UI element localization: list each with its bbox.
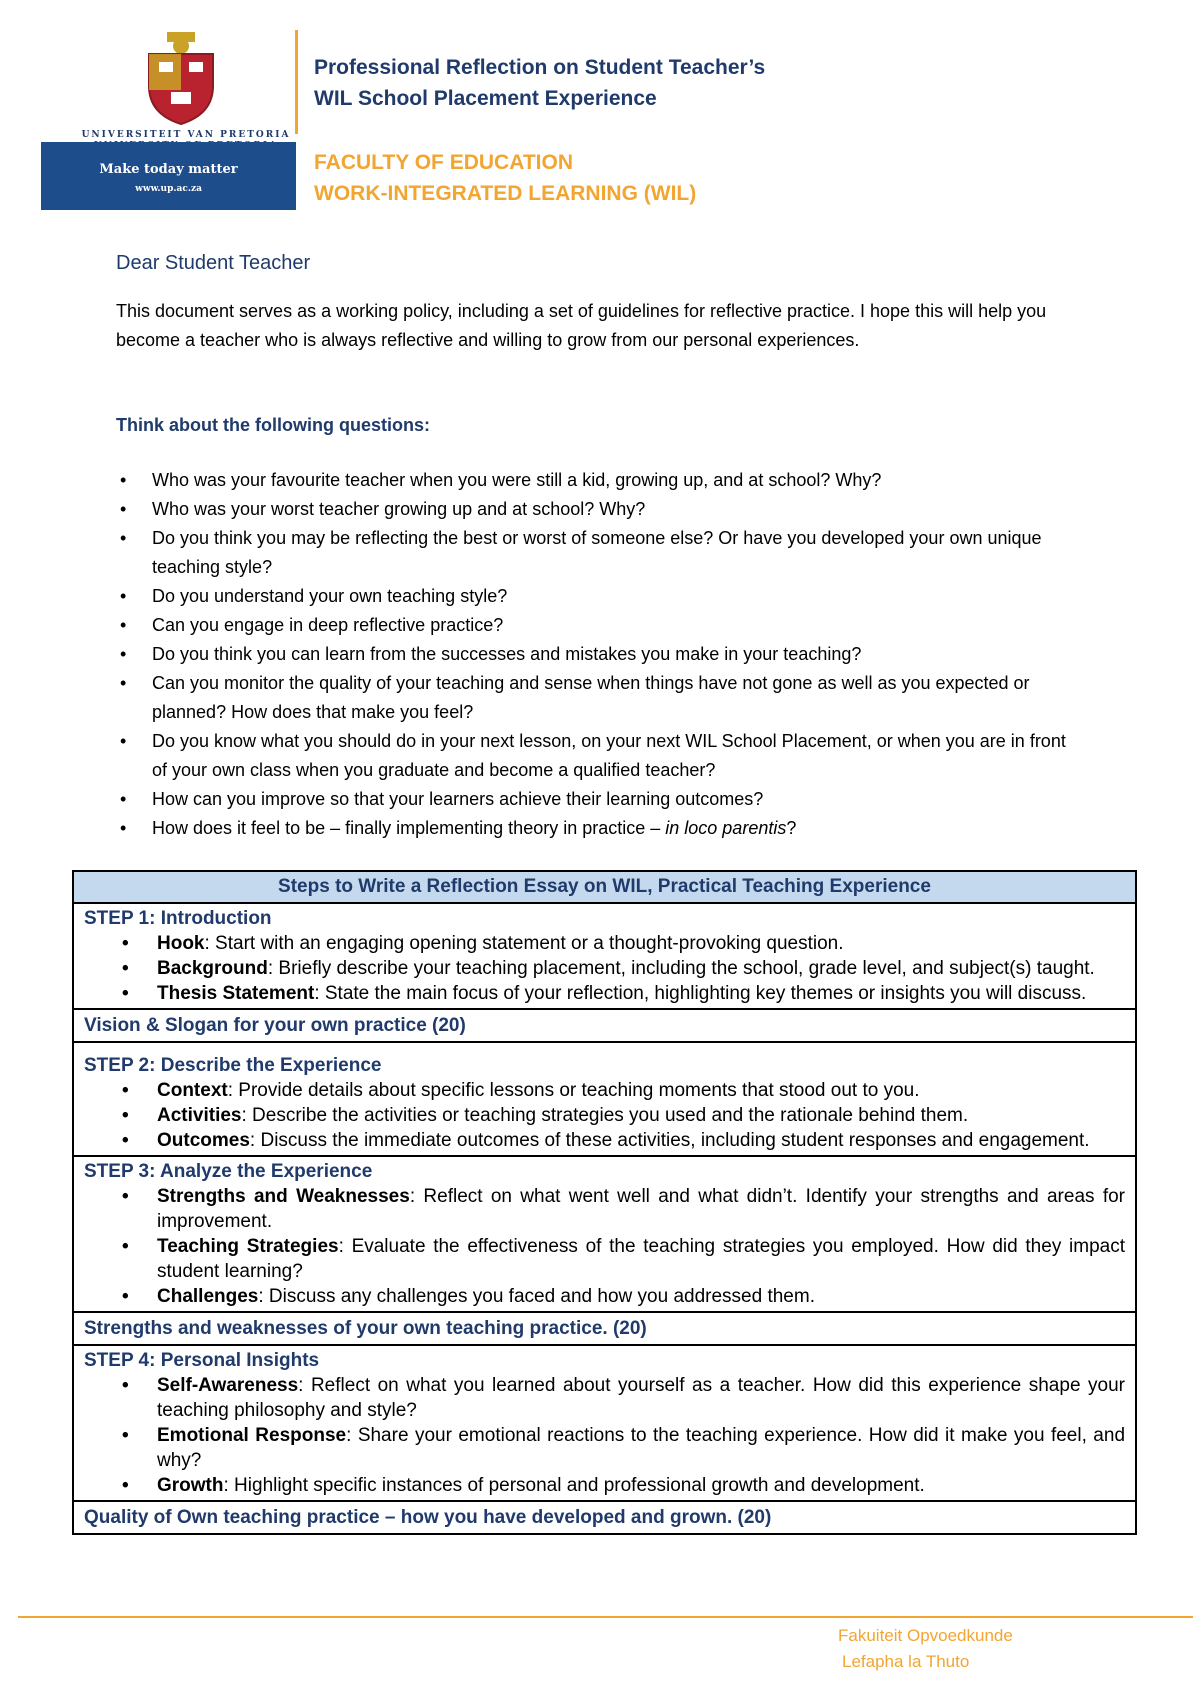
list-item: • Activities: Describe the activities or teaching strategies you used and the rationale behind them. bbox=[84, 1103, 1125, 1128]
list-item: • Who was your favourite teacher when you were still a kid, growing up, and at school? Why? bbox=[116, 466, 1076, 495]
list-item: • Context: Provide details about specific lessons or teaching moments that stood out to you. bbox=[84, 1078, 1125, 1103]
footer-divider bbox=[18, 1616, 1193, 1618]
tagline-box bbox=[41, 142, 296, 210]
list-item: • Do you think you can learn from the successes and mistakes you make in your teaching? bbox=[116, 640, 1076, 669]
questions-heading: Think about the following questions: bbox=[116, 415, 430, 435]
footer: Fakuiteit Opvoedkunde Lefapha la Thuto bbox=[838, 1626, 1013, 1671]
header-divider bbox=[295, 30, 298, 134]
list-item: • Teaching Strategies: Evaluate the effectiveness of the teaching strategies you employed. How did they impact student learning? bbox=[84, 1234, 1125, 1284]
step-title: STEP 3: Analyze the Experience bbox=[84, 1161, 373, 1182]
list-item: • Growth: Highlight specific instances of personal and professional growth and development. bbox=[84, 1473, 1125, 1498]
list-item: • Do you understand your own teaching style? bbox=[116, 582, 1076, 611]
list-item: • Thesis Statement: State the main focus of your reflection, highlighting key themes or insights you will discuss. bbox=[84, 981, 1125, 1006]
faculty-heading: FACULTY OF EDUCATION WORK-INTEGRATED LEARNING (WIL) bbox=[314, 151, 697, 205]
list-item: • Outcomes: Discuss the immediate outcomes of these activities, including student responses and engagement. bbox=[84, 1128, 1125, 1153]
questions-list bbox=[116, 466, 1076, 843]
website: www.up.ac.za bbox=[135, 184, 202, 194]
list-item: • Do you think you may be reflecting the best or worst of someone else? Or have you developed your own unique teaching style? bbox=[116, 524, 1076, 582]
greeting: Dear Student Teacher bbox=[116, 252, 311, 274]
step3-cell bbox=[73, 1156, 1136, 1312]
university-name: UNIVERSITEIT VAN PRETORIA bbox=[81, 130, 291, 140]
list-item: • Hook: Start with an engaging opening statement or a thought-provoking question. bbox=[84, 931, 1125, 956]
document-title: Professional Reflection on Student Teacher’s WIL School Placement Experience bbox=[314, 56, 766, 110]
list-item: • Emotional Response: Share your emotional reactions to the teaching experience. How did it make you feel, and why? bbox=[84, 1423, 1125, 1473]
task-label: Quality of Own teaching practice – how you have developed and grown. (20) bbox=[84, 1507, 772, 1528]
step-title: STEP 4: Personal Insights bbox=[84, 1350, 320, 1371]
tagline: Make today matter bbox=[99, 162, 238, 177]
step-title: STEP 1: Introduction bbox=[84, 908, 272, 929]
step-title: STEP 2: Describe the Experience bbox=[84, 1055, 382, 1076]
table-header: Steps to Write a Reflection Essay on WIL, Practical Teaching Experience bbox=[73, 871, 1136, 903]
reflection-steps-table bbox=[72, 870, 1137, 1535]
list-item: • Can you engage in deep reflective practice? bbox=[116, 611, 1076, 640]
list-item: • Who was your worst teacher growing up and at school? Why? bbox=[116, 495, 1076, 524]
university-logo bbox=[41, 30, 296, 210]
list-item: • Background: Briefly describe your teaching placement, including the school, grade level, and subject(s) taught. bbox=[84, 956, 1125, 981]
university-crest-icon bbox=[141, 30, 221, 126]
task-cell bbox=[73, 1312, 1136, 1345]
task-cell bbox=[73, 1009, 1136, 1042]
intro-paragraph: This document serves as a working policy, including a set of guidelines for reflective practice. I hope this will help you become a teacher who is always reflective and willing to grow from our personal experiences. bbox=[116, 301, 1047, 350]
list-item: • How does it feel to be – finally implementing theory in practice – in loco parentis? bbox=[116, 814, 1076, 843]
list-item: • Do you know what you should do in your next lesson, on your next WIL School Placement, or when you are in front of your own class when you graduate and become a qualified teacher? bbox=[116, 727, 1076, 785]
list-item: • How can you improve so that your learners achieve their learning outcomes? bbox=[116, 785, 1076, 814]
step2-cell bbox=[73, 1042, 1136, 1156]
step1-cell bbox=[73, 903, 1136, 1009]
task-cell bbox=[73, 1501, 1136, 1534]
list-item: • Self-Awareness: Reflect on what you learned about yourself as a teacher. How did this experience shape your teaching philosophy and style? bbox=[84, 1373, 1125, 1423]
list-item: • Can you monitor the quality of your teaching and sense when things have not gone as well as you expected or planned? How does that make you feel? bbox=[116, 669, 1076, 727]
list-item: • Strengths and Weaknesses: Reflect on what went well and what didn’t. Identify your strengths and areas for improvement. bbox=[84, 1184, 1125, 1234]
list-item: • Challenges: Discuss any challenges you faced and how you addressed them. bbox=[84, 1284, 1125, 1309]
task-label: Strengths and weaknesses of your own teaching practice. (20) bbox=[84, 1318, 647, 1339]
task-label: Vision & Slogan for your own practice (20) bbox=[84, 1015, 466, 1036]
step4-cell bbox=[73, 1345, 1136, 1501]
